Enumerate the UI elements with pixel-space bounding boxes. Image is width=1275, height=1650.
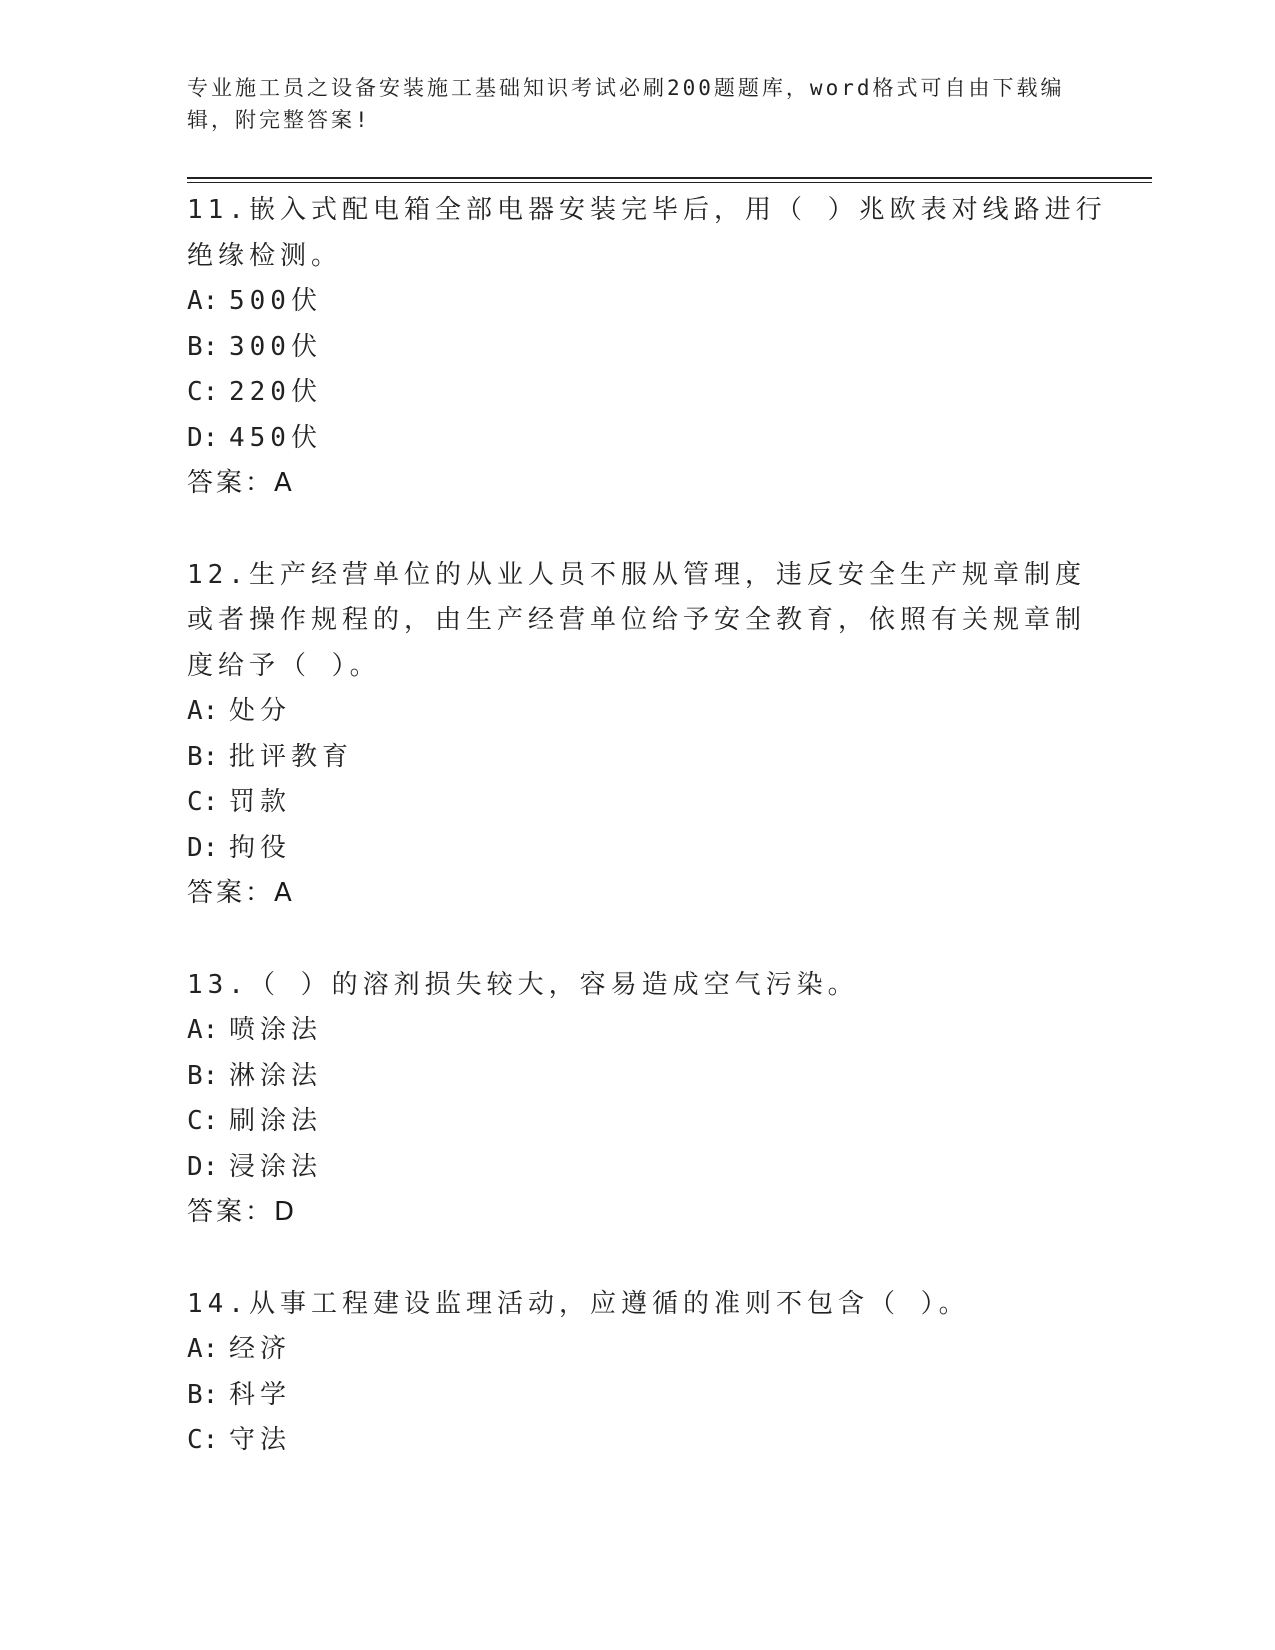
option-c <box>187 370 1107 416</box>
document-header: 专业施工员之设备安装施工基础知识考试必刷200题题库，word格式可自由下载编辑，附完整答案! <box>187 76 1065 132</box>
answer-line: 答案：A <box>187 468 295 498</box>
option-letter: A: <box>187 696 219 726</box>
option-letter: A: <box>187 286 219 316</box>
option-b <box>187 1054 1107 1100</box>
option-text: 经济 <box>229 1334 292 1364</box>
option-a <box>187 1008 1107 1054</box>
question-13 <box>187 963 1107 1236</box>
option-text: 守法 <box>229 1425 292 1455</box>
option-text: 300伏 <box>229 331 322 362</box>
option-text: 喷涂法 <box>229 1015 323 1045</box>
option-c <box>187 1418 1107 1464</box>
option-b <box>187 735 1107 781</box>
option-letter: C: <box>187 787 219 817</box>
header-divider-thin <box>187 182 1152 183</box>
option-a <box>187 279 1107 325</box>
option-text: 处分 <box>229 696 292 726</box>
option-text: 科学 <box>229 1379 292 1410</box>
option-letter: A: <box>187 1334 219 1364</box>
option-letter: B: <box>187 331 219 362</box>
option-d <box>187 416 1107 462</box>
question-list <box>187 188 1107 1510</box>
question-11 <box>187 188 1107 507</box>
option-letter: D: <box>187 422 219 453</box>
option-text: 刷涂法 <box>229 1106 323 1136</box>
question-12 <box>187 553 1107 917</box>
option-d <box>187 1145 1107 1191</box>
option-letter: B: <box>187 1060 219 1091</box>
option-letter: B: <box>187 741 219 772</box>
option-letter: C: <box>187 377 219 407</box>
option-c <box>187 780 1107 826</box>
option-a <box>187 1327 1107 1373</box>
option-b <box>187 325 1107 371</box>
option-text: 淋涂法 <box>229 1060 323 1091</box>
question-text: 11.嵌入式配电箱全部电器安装完毕后，用（ ）兆欧表对线路进行绝缘检测。 <box>187 195 1107 271</box>
option-letter: A: <box>187 1015 219 1045</box>
option-c <box>187 1099 1107 1145</box>
option-a <box>187 689 1107 735</box>
option-letter: D: <box>187 1151 219 1182</box>
header-divider-thick <box>187 177 1152 179</box>
question-text: 12.生产经营单位的从业人员不服从管理，违反安全生产规章制度或者操作规程的，由生产经营单位给予安全教育，依照有关规章制度给予（ ）。 <box>187 559 1087 681</box>
option-text: 500伏 <box>229 286 322 316</box>
option-letter: C: <box>187 1425 219 1455</box>
option-text: 浸涂法 <box>229 1151 323 1182</box>
option-text: 220伏 <box>229 377 322 407</box>
option-text: 拘役 <box>229 832 292 863</box>
question-text: 13.（ ）的溶剂损失较大，容易造成空气污染。 <box>187 969 859 1000</box>
question-14 <box>187 1282 1107 1464</box>
option-d <box>187 826 1107 872</box>
option-letter: B: <box>187 1379 219 1410</box>
option-text: 批评教育 <box>229 741 354 772</box>
option-text: 450伏 <box>229 422 322 453</box>
question-text: 14.从事工程建设监理活动，应遵循的准则不包含（ ）。 <box>187 1288 970 1319</box>
answer-line: 答案：A <box>187 878 295 908</box>
option-b <box>187 1373 1107 1419</box>
answer-line: 答案：D <box>187 1197 298 1227</box>
option-letter: D: <box>187 832 219 863</box>
option-text: 罚款 <box>229 787 292 817</box>
option-letter: C: <box>187 1106 219 1136</box>
